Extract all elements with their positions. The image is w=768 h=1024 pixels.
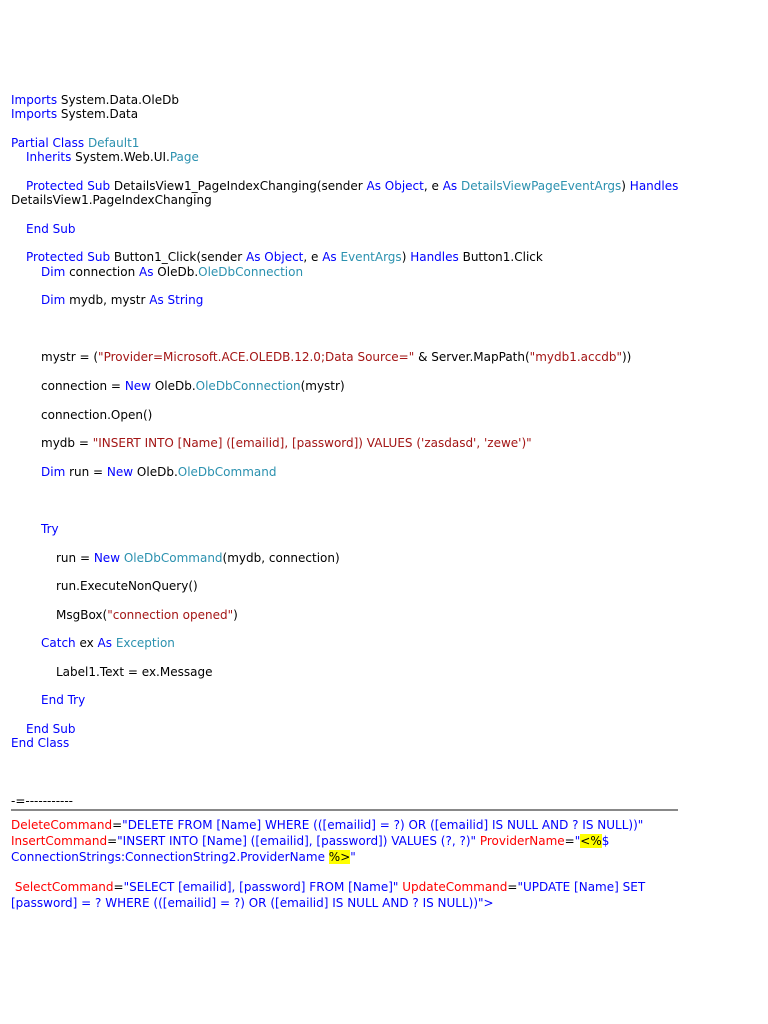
blank-line — [11, 679, 701, 693]
keyword: End Try — [41, 693, 86, 708]
code-text: ex — [75, 636, 98, 651]
keyword: Handles — [410, 250, 459, 265]
code-document — [11, 93, 701, 911]
blank-line — [11, 751, 701, 765]
keyword: New — [93, 550, 121, 565]
attribute-value: "UPDATE [Name] SET [password] = ? WHERE (([emailid] = ?) OR ([emailid] IS NULL AND ? IS NULL))"> — [11, 880, 646, 911]
type-name: Exception — [115, 636, 175, 651]
blank-line — [11, 322, 701, 336]
code-text: (mydb, connection) — [222, 550, 340, 565]
markup-block — [11, 817, 671, 865]
keyword: As — [442, 178, 458, 193]
attribute-name: SelectCommand — [14, 880, 114, 895]
code-text: ) — [233, 607, 238, 622]
code-text: mydb, mystr — [65, 293, 150, 308]
code-text: , e — [423, 178, 443, 193]
code-text: mystr = ( — [41, 350, 99, 365]
code-line — [11, 265, 701, 279]
blank-line — [11, 236, 701, 250]
attribute-name: ProviderName — [479, 833, 565, 848]
type-name: OleDbCommand — [177, 464, 277, 479]
keyword: Imports — [11, 93, 58, 107]
blank-line — [11, 536, 701, 550]
blank-line — [11, 865, 701, 879]
keyword: Protected Sub — [26, 250, 111, 265]
keyword: End Sub — [26, 722, 76, 737]
blank-line — [11, 708, 701, 722]
code-text: DetailsView1.PageIndexChanging — [11, 193, 212, 208]
blank-line — [11, 164, 701, 178]
code-text: OleDb. — [153, 264, 199, 279]
blank-line — [11, 779, 701, 793]
type-name: Page — [169, 150, 199, 165]
blank-line — [11, 336, 701, 350]
keyword: Try — [41, 521, 59, 536]
code-line — [11, 522, 701, 536]
code-text: (mystr) — [300, 378, 345, 393]
keyword: Dim — [41, 464, 66, 479]
blank-line — [11, 593, 701, 607]
code-text: run = — [56, 550, 94, 565]
keyword: Protected Sub — [26, 178, 111, 193]
equals-sign: = — [112, 817, 123, 832]
code-text: run.ExecuteNonQuery() — [56, 579, 198, 594]
code-line — [11, 93, 701, 107]
code-line — [11, 636, 701, 650]
equals-sign: = — [107, 833, 118, 848]
code-text: connection.Open() — [41, 407, 153, 422]
code-line — [11, 179, 701, 193]
attribute-name: DeleteCommand — [11, 817, 113, 832]
code-line — [11, 608, 701, 622]
keyword: End Sub — [26, 221, 76, 236]
blank-line — [11, 565, 701, 579]
keyword: New — [106, 464, 134, 479]
code-text: )) — [621, 350, 632, 365]
code-line — [11, 193, 701, 207]
code-line — [11, 222, 701, 236]
keyword: Imports — [11, 107, 58, 122]
keyword: As Object — [246, 250, 304, 265]
code-line — [11, 736, 701, 750]
blank-line — [11, 393, 701, 407]
code-text: Label1.Text = ex.Message — [56, 664, 213, 679]
blank-line — [11, 207, 701, 221]
code-text: connection — [65, 264, 140, 279]
equals-sign: = — [564, 833, 575, 848]
keyword: New — [124, 378, 151, 393]
code-line — [11, 379, 701, 393]
code-text: OleDb. — [133, 464, 178, 479]
blank-line — [11, 622, 701, 636]
blank-line — [11, 365, 701, 379]
highlighted-delimiter: <% — [580, 833, 602, 848]
keyword: Catch — [41, 636, 76, 651]
keyword: As — [139, 264, 154, 279]
equals-sign: = — [507, 880, 518, 895]
code-text: System.Data — [57, 107, 139, 122]
blank-line — [11, 122, 701, 136]
code-text: connection = — [41, 378, 125, 393]
code-text: System.Web.UI. — [71, 150, 170, 165]
code-line — [11, 693, 701, 707]
code-text: Button1.Click — [458, 250, 543, 265]
blank-line — [11, 493, 701, 507]
attribute-value: "INSERT INTO [Name] ([emailid], [password]) VALUES (?, ?)" — [117, 833, 477, 848]
blank-line — [11, 508, 701, 522]
markup-block — [11, 879, 671, 911]
attribute-name: InsertCommand — [11, 833, 108, 848]
keyword: As — [97, 636, 113, 651]
code-line — [11, 551, 701, 565]
code-text: , e — [303, 250, 323, 265]
blank-line — [11, 279, 701, 293]
code-text: DetailsView1_PageIndexChanging(sender — [110, 178, 367, 193]
type-name: OleDbCommand — [123, 550, 223, 565]
type-name: OleDbConnection — [198, 264, 304, 279]
code-text: run = — [65, 464, 107, 479]
code-line — [11, 293, 701, 307]
string-literal: "INSERT INTO [Name] ([emailid], [password]) VALUES ('zasdasd', 'zewe')" — [92, 436, 532, 451]
string-literal: "mydb1.accdb" — [529, 350, 622, 365]
string-literal: "connection opened" — [107, 607, 234, 622]
keyword: Handles — [629, 178, 679, 193]
code-text: System.Data.OleDb — [57, 93, 179, 107]
code-line — [11, 350, 701, 364]
keyword: Dim — [41, 264, 66, 279]
equals-sign: = — [113, 880, 124, 895]
keyword: As Object — [366, 178, 424, 193]
code-text: mydb = — [41, 436, 93, 451]
attribute-value: " — [574, 833, 581, 848]
blank-line — [11, 307, 701, 321]
attribute-name: UpdateCommand — [402, 880, 508, 895]
type-name: EventArgs — [340, 250, 402, 265]
keyword: End Class — [11, 736, 70, 751]
code-text: OleDb. — [151, 378, 196, 393]
keyword: As — [322, 250, 337, 265]
code-text: Button1_Click(sender — [110, 250, 247, 265]
keyword: As String — [149, 293, 204, 308]
attribute-value: $ ConnectionStrings:ConnectionString2.ProviderName — [11, 833, 610, 864]
keyword: Inherits — [26, 150, 72, 165]
highlighted-delimiter: %> — [328, 849, 351, 864]
attribute-value: "SELECT [emailid], [password] FROM [Name]" — [123, 880, 399, 895]
blank-line — [11, 422, 701, 436]
blank-line — [11, 651, 701, 665]
code-text: & Server.MapPath( — [414, 350, 530, 365]
code-text: MsgBox( — [56, 607, 108, 622]
code-line — [11, 665, 701, 679]
blank-line — [11, 765, 701, 779]
code-text: ) — [621, 178, 630, 193]
code-line — [11, 722, 701, 736]
code-line — [11, 436, 701, 450]
separator-text: -=----------- — [11, 793, 74, 808]
type-name: OleDbConnection — [195, 378, 301, 393]
code-line — [11, 579, 701, 593]
type-name: DetailsViewPageEventArgs — [460, 178, 622, 193]
horizontal-rule — [11, 809, 678, 811]
attribute-value: "DELETE FROM [Name] WHERE (([emailid] = ?) OR ([emailid] IS NULL AND ? IS NULL))" — [122, 817, 644, 832]
string-literal: "Provider=Microsoft.ACE.OLEDB.12.0;Data Source=" — [98, 350, 415, 365]
code-line — [11, 150, 701, 164]
code-text: ) — [401, 250, 411, 265]
code-line — [11, 465, 701, 479]
code-line — [11, 408, 701, 422]
blank-line — [11, 450, 701, 464]
code-line — [11, 107, 701, 121]
code-line — [11, 250, 701, 264]
blank-line — [11, 479, 701, 493]
keyword: Dim — [41, 293, 66, 308]
attribute-value: " — [350, 849, 356, 864]
keyword: Partial Class — [11, 135, 85, 150]
code-line — [11, 136, 701, 150]
type-name: Default1 — [87, 135, 140, 150]
